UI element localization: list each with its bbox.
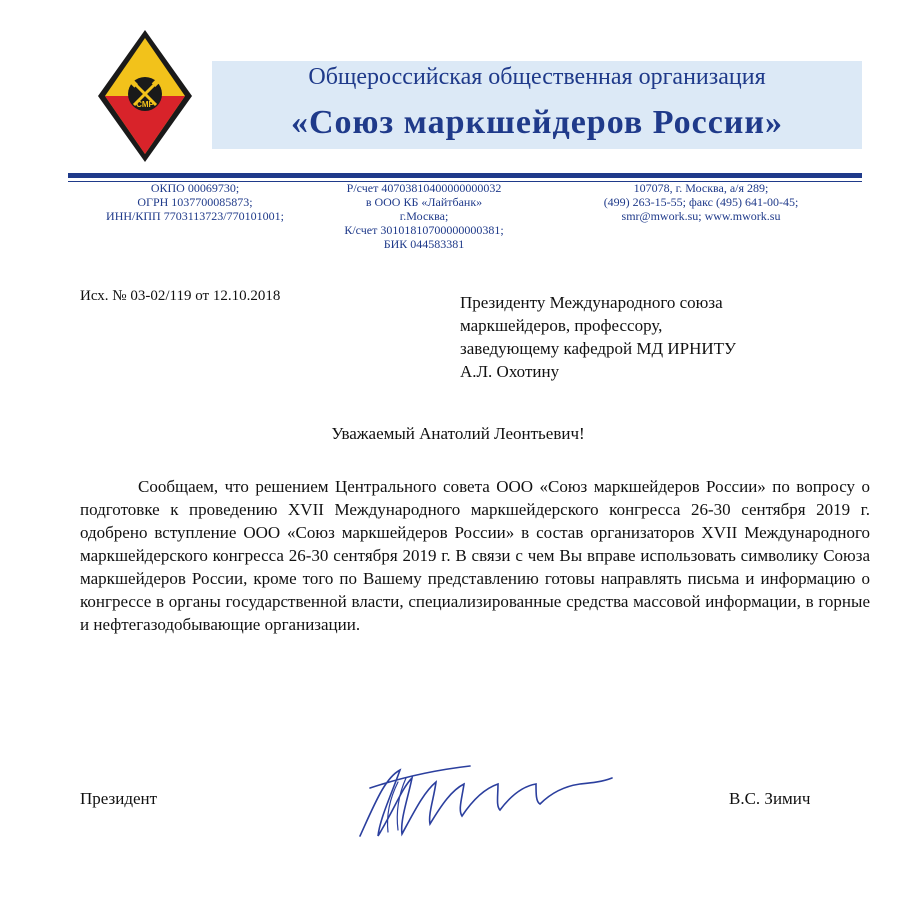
requisite-line: Р/счет 40703810400000000032 xyxy=(346,181,502,195)
requisite-line: в ООО КБ «Лайтбанк» xyxy=(365,195,483,209)
requisite-line: г.Москва; xyxy=(399,209,449,223)
header-divider xyxy=(68,173,862,178)
addressee-line: А.Л. Охотину xyxy=(460,362,560,381)
addressee-line: Президенту Международного союза xyxy=(460,293,723,312)
requisite-line: smr@mwork.su; www.mwork.su xyxy=(621,209,781,223)
handwritten-signature xyxy=(340,748,630,848)
logo-text: СМР xyxy=(136,100,154,109)
requisite-line: 107078, г. Москва, а/я 289; xyxy=(633,181,769,195)
requisites-contacts xyxy=(566,181,836,223)
requisite-line: ОГРН 1037700085873; xyxy=(137,195,253,209)
signatory-role: Президент xyxy=(80,789,158,808)
organization-subtitle: Общероссийская общественная организация xyxy=(308,64,766,90)
organization-title: «Союз маркшейдеров России» xyxy=(290,104,783,141)
requisite-line: К/счет 30101810700000000381; xyxy=(344,223,504,237)
signatory-name: В.С. Зимич xyxy=(729,789,811,808)
outgoing-reference: Исх. № 03-02/119 от 12.10.2018 xyxy=(80,288,281,304)
addressee-line: маркшейдеров, профессору, xyxy=(460,316,663,335)
organization-logo xyxy=(96,28,194,164)
addressee-block xyxy=(460,291,736,383)
requisites-bank xyxy=(318,181,530,251)
addressee-line: заведующему кафедрой МД ИРНИТУ xyxy=(460,339,737,358)
requisite-line: ОКПО 00069730; xyxy=(150,181,240,195)
requisite-line: БИК 044583381 xyxy=(383,237,465,251)
requisite-line: (499) 263-15-55; факс (495) 641-00-45; xyxy=(603,195,799,209)
requisites-registration xyxy=(70,181,320,223)
salutation: Уважаемый Анатолий Леонтьевич! xyxy=(331,424,585,443)
requisite-line: ИНН/КПП 7703113723/770101001; xyxy=(106,209,284,223)
letter-body: Сообщаем, что решением Центрального совета ООО «Союз маркшейдеров России» по вопросу о подготовке к проведению XVII Международного маркшейдерского конгресса 26-30 сентября 2019 г. одобрено вступление ООО «Союз маркшейдеров России» в состав организаторов XVII Международного маркшейдерского конгресса 26-30 сентября 2019 г. В связи с чем Вы вправе использовать символику Союза маркшейдеров России, кроме того по Вашему представлению готовы направлять письма и информацию о конгрессе в органы государственной власти, специализированные средства массовой информации, в горные и нефтегазодобывающие организации. xyxy=(80,477,870,634)
